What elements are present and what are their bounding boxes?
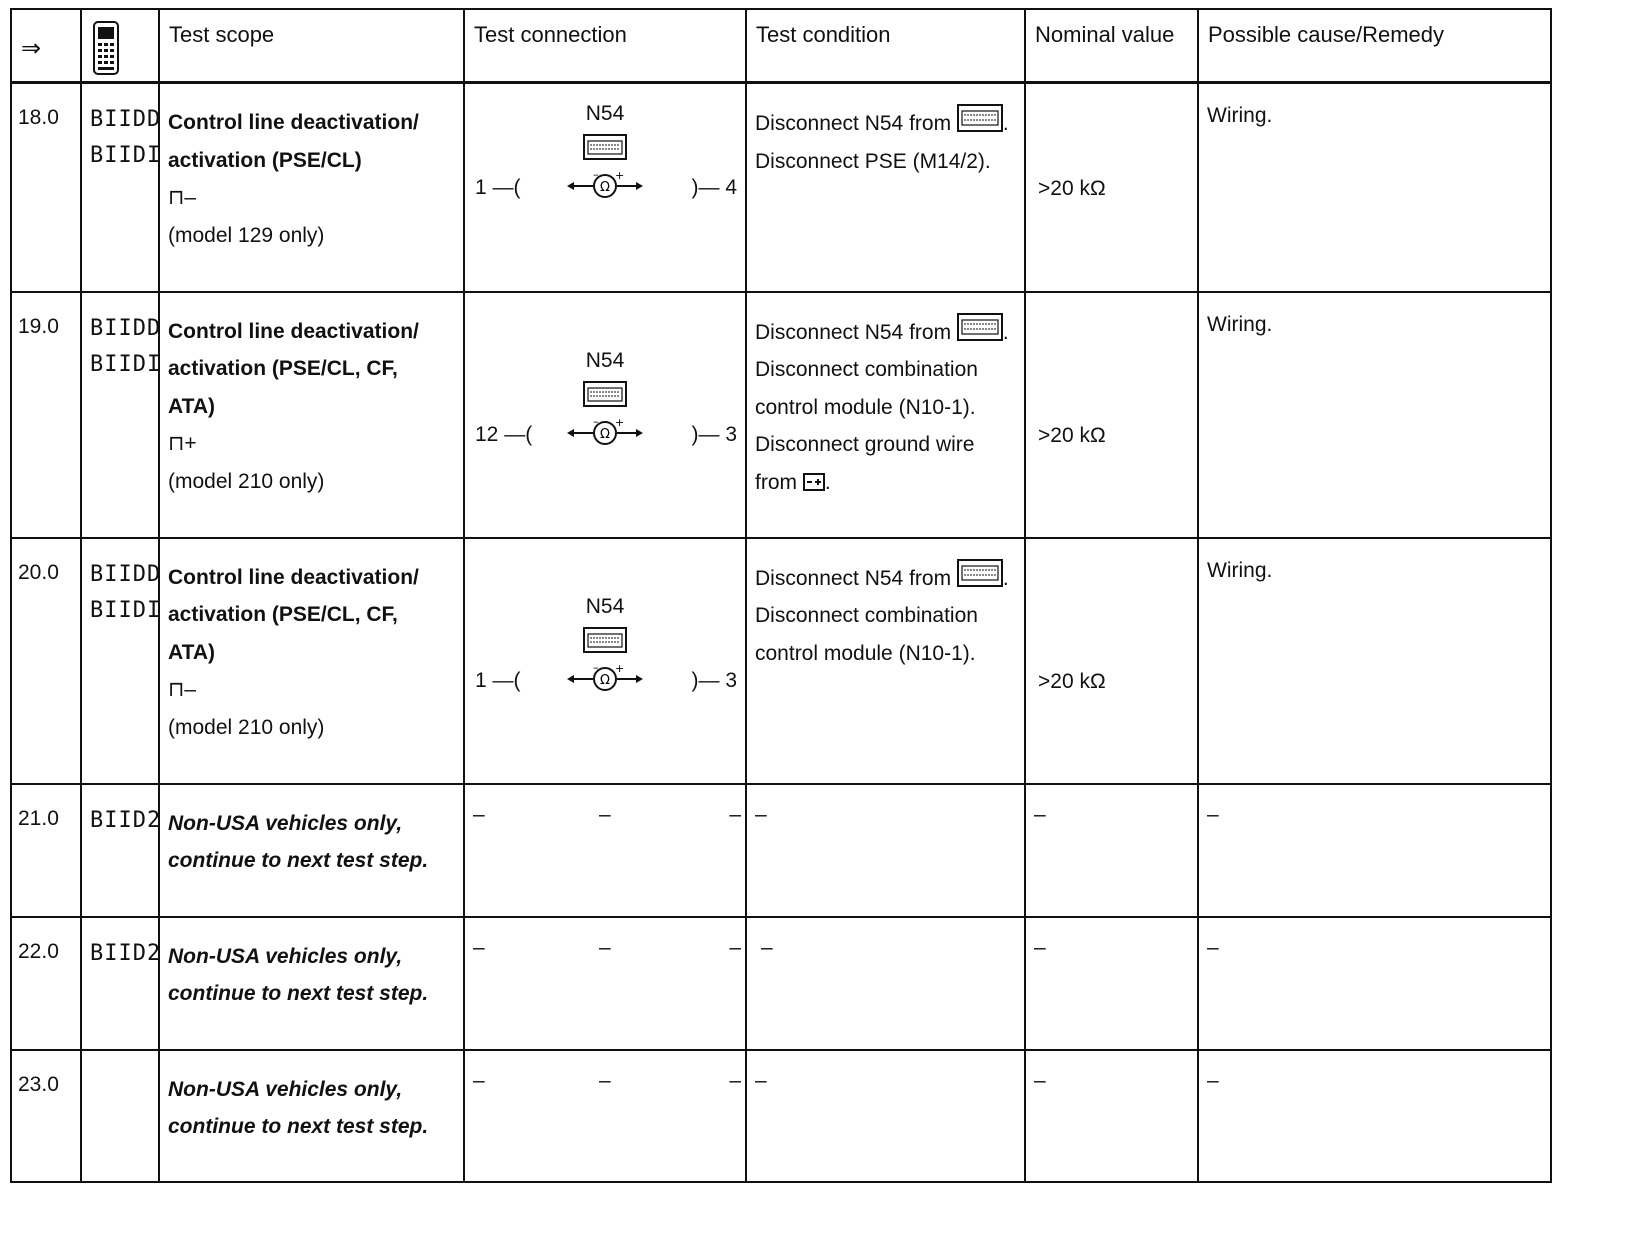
possible-cause: Wiring.	[1207, 104, 1273, 127]
control-module-icon	[583, 381, 627, 407]
module-label: N54	[585, 594, 625, 618]
test-connection	[464, 538, 746, 784]
signal-symbol: ⊓+	[168, 432, 197, 455]
header-test-connection: Test connection	[464, 9, 746, 83]
possible-cause: Wiring.	[1207, 312, 1273, 336]
test-condition: Disconnect N54 from . Disconnect combination control module (N10-1).	[747, 539, 1024, 673]
pin-right: )— 4	[691, 176, 737, 199]
svg-text:Ω: Ω	[600, 426, 610, 442]
fault-codes: BIID2	[90, 807, 162, 833]
possible-cause: Wiring.	[1207, 558, 1273, 582]
control-module-icon	[957, 313, 1003, 341]
header-possible-cause: Possible cause/Remedy	[1198, 9, 1551, 83]
possible-cause: –	[1198, 784, 1551, 917]
pin-left: 1 —(	[475, 668, 521, 692]
step-number: 23.0	[18, 1072, 59, 1096]
svg-text:+: +	[615, 171, 625, 182]
nominal-value: >20 kΩ	[1025, 83, 1198, 292]
nominal-value: –	[1025, 784, 1198, 917]
test-condition: Disconnect N54 from . Disconnect combination control module (N10-1). Disconnect ground wire from .	[747, 293, 1024, 502]
test-connection: – – –	[464, 1050, 746, 1182]
nominal-value: –	[1025, 1050, 1198, 1182]
svg-text:+: +	[615, 417, 625, 429]
table-row	[11, 538, 1551, 784]
test-scope: Control line deactivation/ activation (PSE/CL, CF, ATA) ⊓– (model 210 only)	[168, 565, 419, 739]
ohmmeter-icon	[565, 664, 645, 694]
test-connection: – – –	[464, 917, 746, 1050]
control-module-icon	[957, 104, 1003, 132]
header-nominal-value: Nominal value	[1025, 9, 1198, 83]
fault-codes: BIIDD BIIDI	[90, 561, 162, 623]
step-number: 22.0	[18, 939, 59, 963]
table-row	[11, 1050, 1551, 1182]
table-row	[11, 917, 1551, 1050]
model-note: (model 129 only)	[168, 223, 325, 247]
test-scope: Control line deactivation/ activation (PSE/CL, CF, ATA) ⊓+ (model 210 only)	[168, 319, 419, 493]
test-condition: –	[746, 784, 1025, 917]
table-row	[11, 784, 1551, 917]
test-scope: Non-USA vehicles only, continue to next test step.	[168, 944, 429, 1005]
test-table	[10, 8, 1552, 1183]
header-arrow: ⇒	[11, 9, 81, 83]
pin-right: )— 3	[691, 668, 737, 692]
svg-text:–: –	[593, 663, 599, 674]
table-row	[11, 83, 1551, 292]
pin-right: )— 3	[691, 422, 737, 446]
control-module-icon	[957, 559, 1003, 587]
svg-text:–: –	[593, 417, 599, 428]
battery-icon	[803, 471, 825, 491]
fault-codes: BIIDD BIIDI	[90, 107, 162, 168]
header-test-scope: Test scope	[159, 9, 464, 83]
tester-icon	[92, 20, 120, 76]
test-scope: Non-USA vehicles only, continue to next test step.	[168, 811, 429, 872]
header-tester	[81, 9, 159, 83]
test-scope: Control line deactivation/ activation (PSE/CL) ⊓– (model 129 only)	[168, 111, 419, 247]
pin-left: 12 —(	[475, 422, 533, 446]
test-condition: Disconnect N54 from . Disconnect PSE (M14/2).	[747, 84, 1024, 180]
model-note: (model 210 only)	[168, 715, 325, 739]
test-connection	[464, 83, 746, 292]
signal-symbol: ⊓–	[168, 186, 197, 209]
table-row	[11, 292, 1551, 538]
pin-left: 1 —(	[475, 176, 521, 199]
header-row	[11, 9, 1551, 83]
fault-codes: BIID2	[90, 940, 162, 966]
ohmmeter-icon	[565, 171, 645, 201]
step-number: 21.0	[18, 806, 59, 830]
nominal-value: >20 kΩ	[1025, 292, 1198, 538]
svg-text:Ω: Ω	[600, 180, 610, 195]
model-note: (model 210 only)	[168, 469, 325, 493]
test-condition: –	[746, 917, 1025, 1050]
step-number: 20.0	[18, 560, 59, 584]
svg-text:–: –	[593, 171, 599, 181]
test-connection	[464, 292, 746, 538]
ohmmeter-icon	[565, 418, 645, 448]
step-number: 19.0	[18, 314, 59, 338]
svg-text:Ω: Ω	[600, 672, 610, 688]
test-scope: Non-USA vehicles only, continue to next test step.	[168, 1077, 429, 1138]
fault-codes: BIIDD BIIDI	[90, 315, 162, 377]
test-condition: –	[746, 1050, 1025, 1182]
nominal-value: >20 kΩ	[1025, 538, 1198, 784]
fault-codes	[82, 1051, 158, 1069]
nominal-value: –	[1025, 917, 1198, 1050]
possible-cause: –	[1198, 917, 1551, 1050]
svg-text:+: +	[615, 663, 625, 675]
test-connection: – – –	[464, 784, 746, 917]
control-module-icon	[583, 627, 627, 653]
module-label: N54	[585, 102, 625, 125]
step-number: 18.0	[18, 106, 59, 129]
possible-cause: –	[1198, 1050, 1551, 1182]
signal-symbol: ⊓–	[168, 678, 197, 701]
control-module-icon	[583, 134, 627, 160]
header-test-condition: Test condition	[746, 9, 1025, 83]
module-label: N54	[585, 348, 625, 372]
